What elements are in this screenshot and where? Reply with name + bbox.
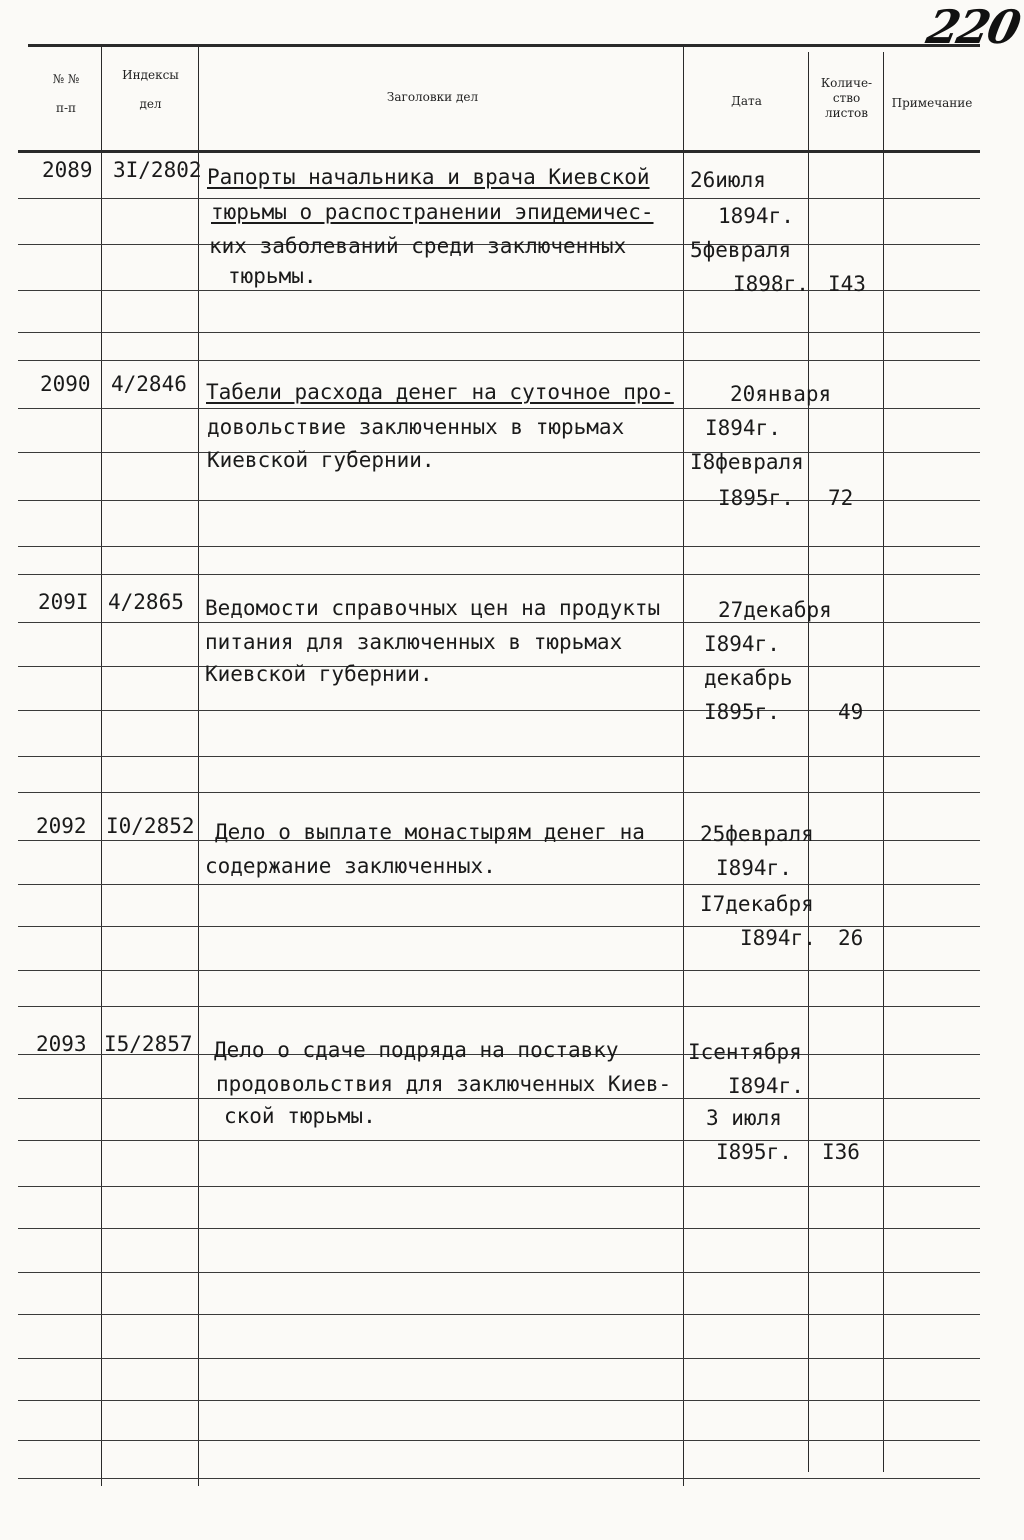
record-date-line: I894г. bbox=[704, 632, 780, 656]
record-number: 2089 bbox=[42, 158, 93, 182]
header-num-line1: № № bbox=[52, 72, 80, 86]
record-number: 2090 bbox=[40, 372, 91, 396]
col-divider-3 bbox=[683, 46, 684, 1486]
record-date-line: I895г. bbox=[716, 1140, 792, 1164]
header-title-text: Заголовки дел bbox=[386, 90, 479, 104]
record-sheet-count: I43 bbox=[828, 272, 866, 296]
header-note bbox=[884, 94, 980, 113]
record-date-line: I894г. bbox=[740, 926, 816, 950]
record-date-line: I894г. bbox=[716, 856, 792, 880]
record-date-line: 20января bbox=[730, 382, 832, 406]
record-title-line: Киевской губернии. bbox=[207, 448, 435, 472]
record-date-line: I8февраля bbox=[690, 450, 804, 474]
record-title-line: Киевской губернии. bbox=[205, 662, 433, 686]
record-date-line: I894г. bbox=[728, 1074, 804, 1098]
record-date-line: 27декабря bbox=[718, 598, 832, 622]
record-index: 3I/2802 bbox=[113, 158, 202, 182]
record-date-line: декабрь bbox=[704, 666, 793, 690]
record-title-line: Табели расхода денег на суточное про- bbox=[206, 380, 674, 404]
record-number: 2092 bbox=[36, 814, 87, 838]
record-date-line: 1894г. bbox=[718, 204, 794, 228]
record-title-line: тюрьмы о распостранении эпидемичес- bbox=[211, 200, 654, 224]
record-title-line: содержание заключенных. bbox=[205, 854, 496, 878]
record-title-line: Дело о сдаче подряда на поставку bbox=[214, 1038, 619, 1062]
record-date-line: I895г. bbox=[718, 486, 794, 510]
record-date-line: I894г. bbox=[705, 416, 781, 440]
header-date bbox=[685, 92, 808, 111]
record-title-line: ких заболеваний среди заключенных bbox=[209, 234, 627, 258]
page-number: 220 bbox=[922, 0, 1024, 54]
header-index-line2: дел bbox=[139, 96, 162, 111]
col-divider-1 bbox=[101, 46, 102, 1486]
record-sheet-count: I36 bbox=[822, 1140, 860, 1164]
record-number: 2093 bbox=[36, 1032, 87, 1056]
record-date-line: Iсентября bbox=[688, 1040, 802, 1064]
record-title-line: Дело о выплате монастырям денег на bbox=[215, 820, 645, 844]
record-date-line: 3 июля bbox=[706, 1106, 782, 1130]
header-index-line1: Индексы bbox=[122, 68, 179, 82]
record-title-line: ской тюрьмы. bbox=[224, 1104, 376, 1128]
record-index: I0/2852 bbox=[106, 814, 195, 838]
record-sheet-count: 26 bbox=[838, 926, 864, 950]
header-note-text: Примечание bbox=[891, 96, 973, 110]
record-date-line: 26июля bbox=[690, 168, 766, 192]
record-date-line: I7декабря bbox=[700, 892, 814, 916]
record-title-line: тюрьмы. bbox=[228, 264, 317, 288]
record-sheet-count: 49 bbox=[838, 700, 864, 724]
record-title-line: питания для заключенных в тюрьмах bbox=[205, 630, 623, 654]
record-date-line: 5февраля bbox=[690, 238, 792, 262]
header-count bbox=[810, 76, 883, 121]
record-date-line: 25февраля bbox=[700, 822, 814, 846]
header-title bbox=[200, 88, 665, 107]
record-title-line: Рапорты начальника и врача Киевской bbox=[207, 165, 650, 189]
col-divider-2 bbox=[198, 46, 199, 1486]
header-num bbox=[30, 70, 102, 117]
record-title-line: продовольствия для заключенных Киев- bbox=[216, 1072, 672, 1096]
record-index: 4/2865 bbox=[108, 590, 184, 614]
col-divider-5 bbox=[883, 52, 884, 1472]
record-title-line: довольствие заключенных в тюрьмах bbox=[207, 415, 625, 439]
record-title-line: Ведомости справочных цен на продукты bbox=[205, 596, 661, 620]
record-number: 209I bbox=[38, 590, 89, 614]
header-count-line1: Количе- bbox=[820, 76, 873, 90]
header-count-line3: листов bbox=[825, 106, 868, 120]
header-num-line2: п-п bbox=[55, 100, 77, 115]
record-date-line: I895г. bbox=[704, 700, 780, 724]
record-sheet-count: 72 bbox=[828, 486, 854, 510]
header-index bbox=[103, 66, 198, 113]
header-count-line2: ство bbox=[832, 91, 861, 105]
col-divider-4 bbox=[808, 52, 809, 1472]
record-index: I5/2857 bbox=[104, 1032, 193, 1056]
header-date-text: Дата bbox=[731, 94, 762, 108]
header-bottom-rule bbox=[18, 150, 980, 153]
record-date-line: I898г. bbox=[733, 272, 809, 296]
header-top-rule bbox=[28, 44, 980, 47]
record-index: 4/2846 bbox=[111, 372, 187, 396]
